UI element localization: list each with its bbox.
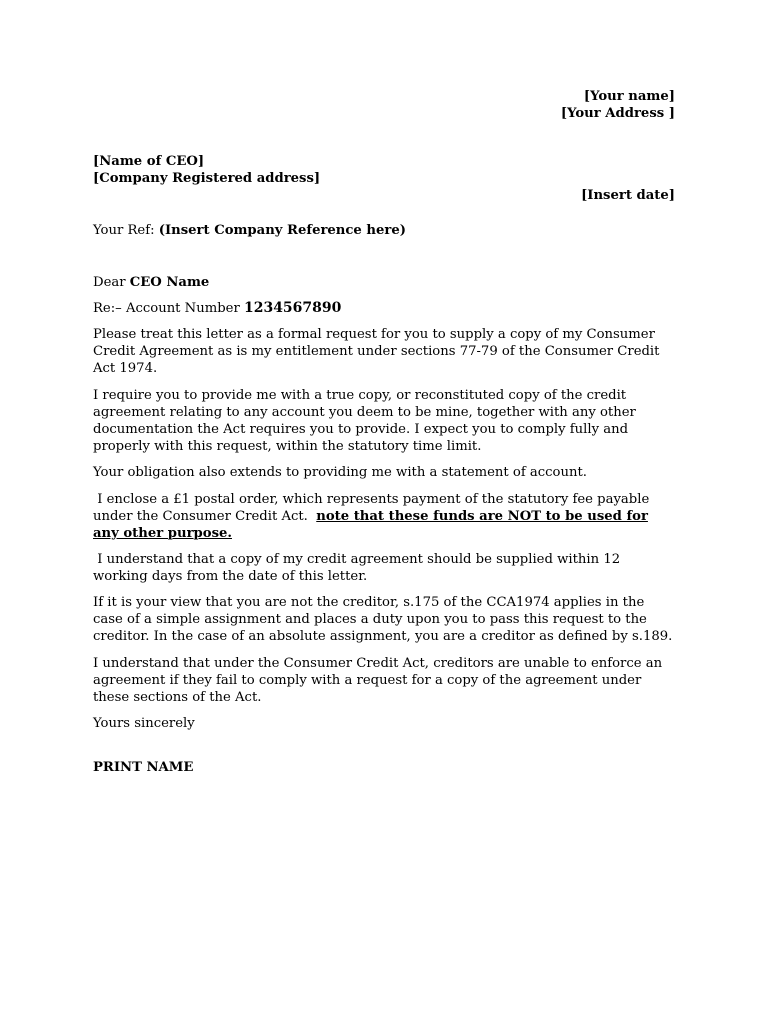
letter-date: [Insert date] [581,188,675,203]
paragraph-text: I enclose a £1 postal order, which represents payment of the statutory fee payable under the Consumer Credit Act. [93,492,654,524]
reference-label: Your Ref: [93,223,159,238]
paragraph-3 [93,464,675,481]
closing-text: Yours sincerely [93,716,195,731]
reference-line [93,222,675,239]
paragraph-7 [93,655,675,706]
paragraph-text: I understand that under the Consumer Credit Act, creditors are unable to enforce an agreement if they fail to comply with a request for a copy of the agreement under these sections of the Act. [93,656,663,705]
sender-address: [Your Address ] [560,106,675,121]
paragraph-5 [93,551,675,585]
reference-value: (Insert Company Reference here) [158,223,406,238]
paragraph-4 [93,491,675,542]
paragraph-2 [93,387,675,455]
paragraph-text: Please treat this letter as a formal request for you to supply a copy of my Consumer Credit Agreement as is my entitlement under sections 77-79 of the Consumer Credit Act 1974. [93,327,660,376]
re-prefix: Re:– Account Number [93,301,244,316]
recipient-address: [Company Registered address] [93,171,321,186]
sender-block [93,88,675,122]
paragraph-1 [93,326,675,377]
signature-block [93,759,675,776]
account-number: 1234567890 [243,300,342,316]
paragraph-emphasis: note that these funds are NOT to be used for any other purpose. [93,509,648,541]
recipient-name: [Name of CEO] [93,154,205,169]
print-name: PRINT NAME [93,760,194,775]
salutation [93,274,675,291]
recipient-block [93,153,675,187]
paragraph-6 [93,594,675,645]
paragraph-text: I understand that a copy of my credit agreement should be supplied within 12 working days from the date of this letter. [93,552,625,584]
closing [93,715,675,732]
paragraph-text: I require you to provide me with a true copy, or reconstituted copy of the credit agreement relating to any account you deem to be mine, together with any other documentation the Act requires you to provide. I expect you to comply fully and properly with this request, within the statutory time limit. [93,388,636,454]
paragraph-text: Your obligation also extends to providing me with a statement of account. [93,465,587,480]
salutation-name: CEO Name [129,275,210,290]
date-line [93,187,675,204]
sender-name: [Your name] [583,89,675,104]
salutation-prefix: Dear [93,275,130,290]
paragraph-text: If it is your view that you are not the creditor, s.175 of the CCA1974 applies in the case of a simple assignment and places a duty upon you to pass this request to the creditor. In the case of an absolute assignment, you are a creditor as defined by s.189. [93,595,673,644]
re-line [93,300,675,317]
